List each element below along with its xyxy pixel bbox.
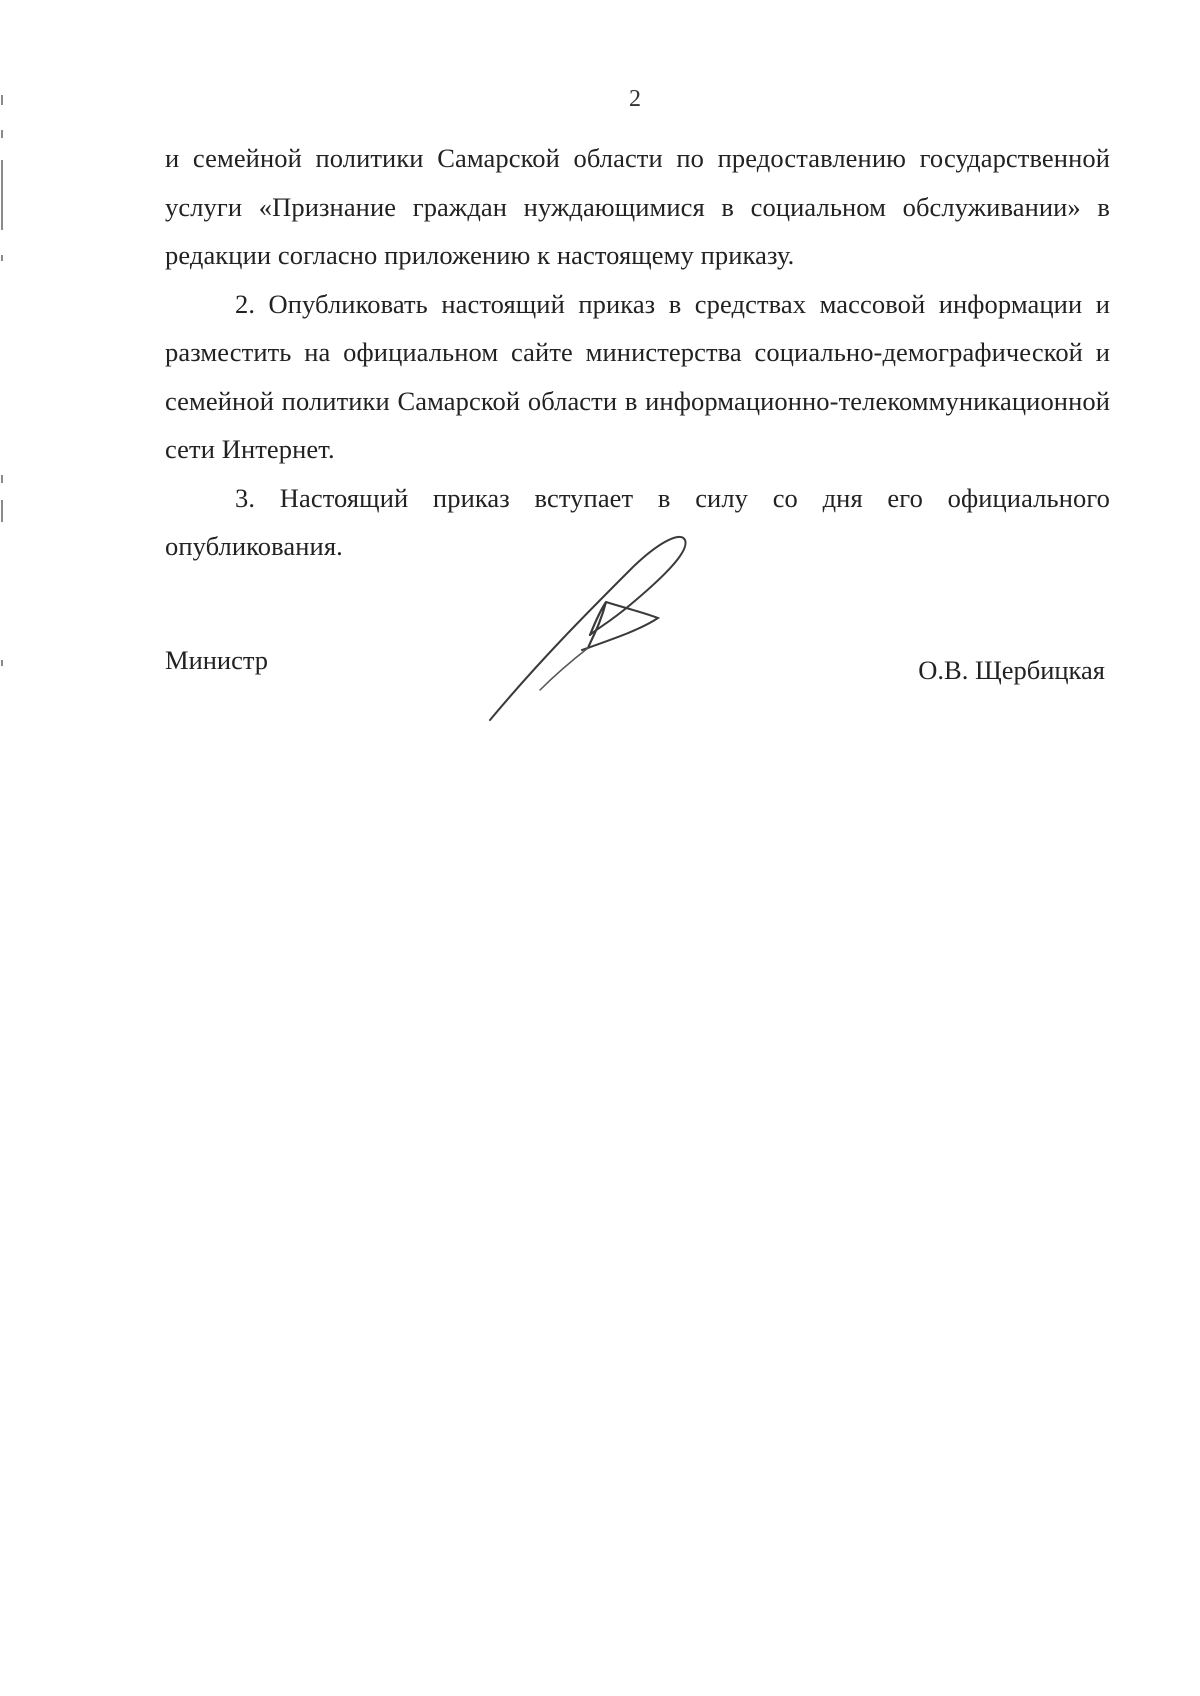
page-number: 2: [629, 86, 641, 112]
signatory-title: Министр: [165, 645, 269, 675]
paragraph-item-3: 3. Настоящий приказ вступает в силу со дня его официального опубликования.: [165, 482, 1110, 561]
handwritten-signature: [480, 530, 730, 730]
paragraph-continuation: и семейной политики Самарской области по предоставлению государственной услуги «Признание граждан нуждающимися в социальном обслуживании» в редакции согласно приложению к настоящему приказу.: [165, 143, 1110, 270]
signatory-name: О.В. Щербицкая: [918, 655, 1105, 685]
document-body: [165, 134, 1110, 571]
paragraph-item-2: 2. Опубликовать настоящий приказ в средствах массовой информации и разместить на официальном сайте министерства социально-демографической и семейной политики Самарской области в информационно-телекоммуникационной сети Интернет.: [165, 288, 1110, 464]
